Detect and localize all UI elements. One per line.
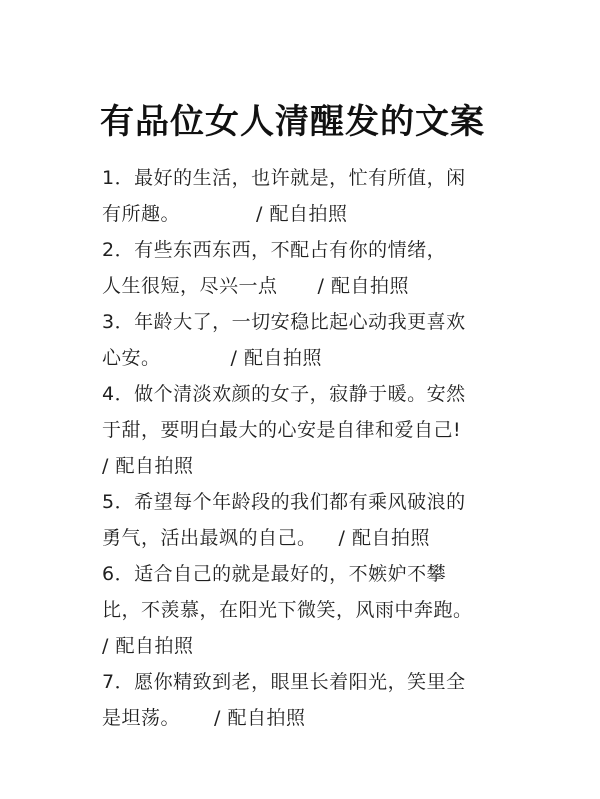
item-text: 人生很短，尽兴一点 [102, 275, 278, 297]
item-number: 5 [102, 491, 115, 513]
item-text: 适合自己的就是最好的，不嫉妒不攀 [134, 563, 447, 585]
item-separator: ． [114, 491, 135, 513]
item-credit: / 配自拍照 [256, 203, 348, 225]
item-separator: ． [114, 311, 135, 333]
item-text: 心安。 [102, 347, 161, 369]
item-3-line-1 [102, 307, 466, 334]
item-text: 最好的生活，也许就是，忙有所值，闲 [134, 167, 466, 189]
item-6-line-3 [102, 631, 193, 658]
item-separator: ． [114, 167, 135, 189]
item-number: 2 [102, 239, 115, 261]
item-credit: / 配自拍照 [102, 635, 194, 657]
item-number: 4 [102, 383, 115, 405]
item-separator: ． [114, 239, 135, 261]
item-text: 于甜，要明白最大的心安是自律和爱自己! [102, 419, 462, 441]
item-1-line-2 [102, 199, 347, 226]
item-4-line-2 [102, 415, 461, 442]
item-credit: / 配自拍照 [230, 347, 322, 369]
item-text: 有些东西东西，不配占有你的情绪， [134, 239, 447, 261]
item-7-line-1 [102, 667, 466, 694]
item-5-line-1 [102, 487, 466, 514]
item-number: 3 [102, 311, 115, 333]
item-separator: ． [114, 563, 135, 585]
item-5-line-2 [102, 523, 430, 550]
item-text: 愿你精致到老，眼里长着阳光，笑里全 [134, 671, 466, 693]
item-text: 是坦荡。 [102, 707, 181, 729]
item-separator: ． [114, 383, 135, 405]
item-number: 1 [102, 167, 115, 189]
item-6-line-2 [102, 595, 473, 622]
item-3-line-2 [102, 343, 322, 370]
item-number: 7 [102, 671, 115, 693]
item-2-line-2 [102, 271, 409, 298]
item-text: 希望每个年龄段的我们都有乘风破浪的 [134, 491, 466, 513]
item-credit: / 配自拍照 [102, 455, 194, 477]
item-text: 比，不羡慕，在阳光下微笑，风雨中奔跑。 [102, 599, 473, 621]
item-credit: / 配自拍照 [338, 527, 430, 549]
item-1-line-1 [102, 163, 466, 190]
item-4-line-1 [102, 379, 466, 406]
item-number: 6 [102, 563, 115, 585]
item-credit: / 配自拍照 [214, 707, 306, 729]
item-text: 做个清淡欢颜的女子，寂静于暖。安然 [134, 383, 466, 405]
page-title: 有品位女人清醒发的文案 [100, 102, 485, 142]
item-text: 年龄大了，一切安稳比起心动我更喜欢 [134, 311, 466, 333]
item-4-line-3 [102, 451, 193, 478]
item-credit: / 配自拍照 [317, 275, 409, 297]
item-separator: ． [114, 671, 135, 693]
item-6-line-1 [102, 559, 446, 586]
item-text: 勇气，活出最飒的自己。 [102, 527, 317, 549]
item-2-line-1 [102, 235, 446, 262]
item-7-line-2 [102, 703, 305, 730]
item-text: 有所趣。 [102, 203, 181, 225]
